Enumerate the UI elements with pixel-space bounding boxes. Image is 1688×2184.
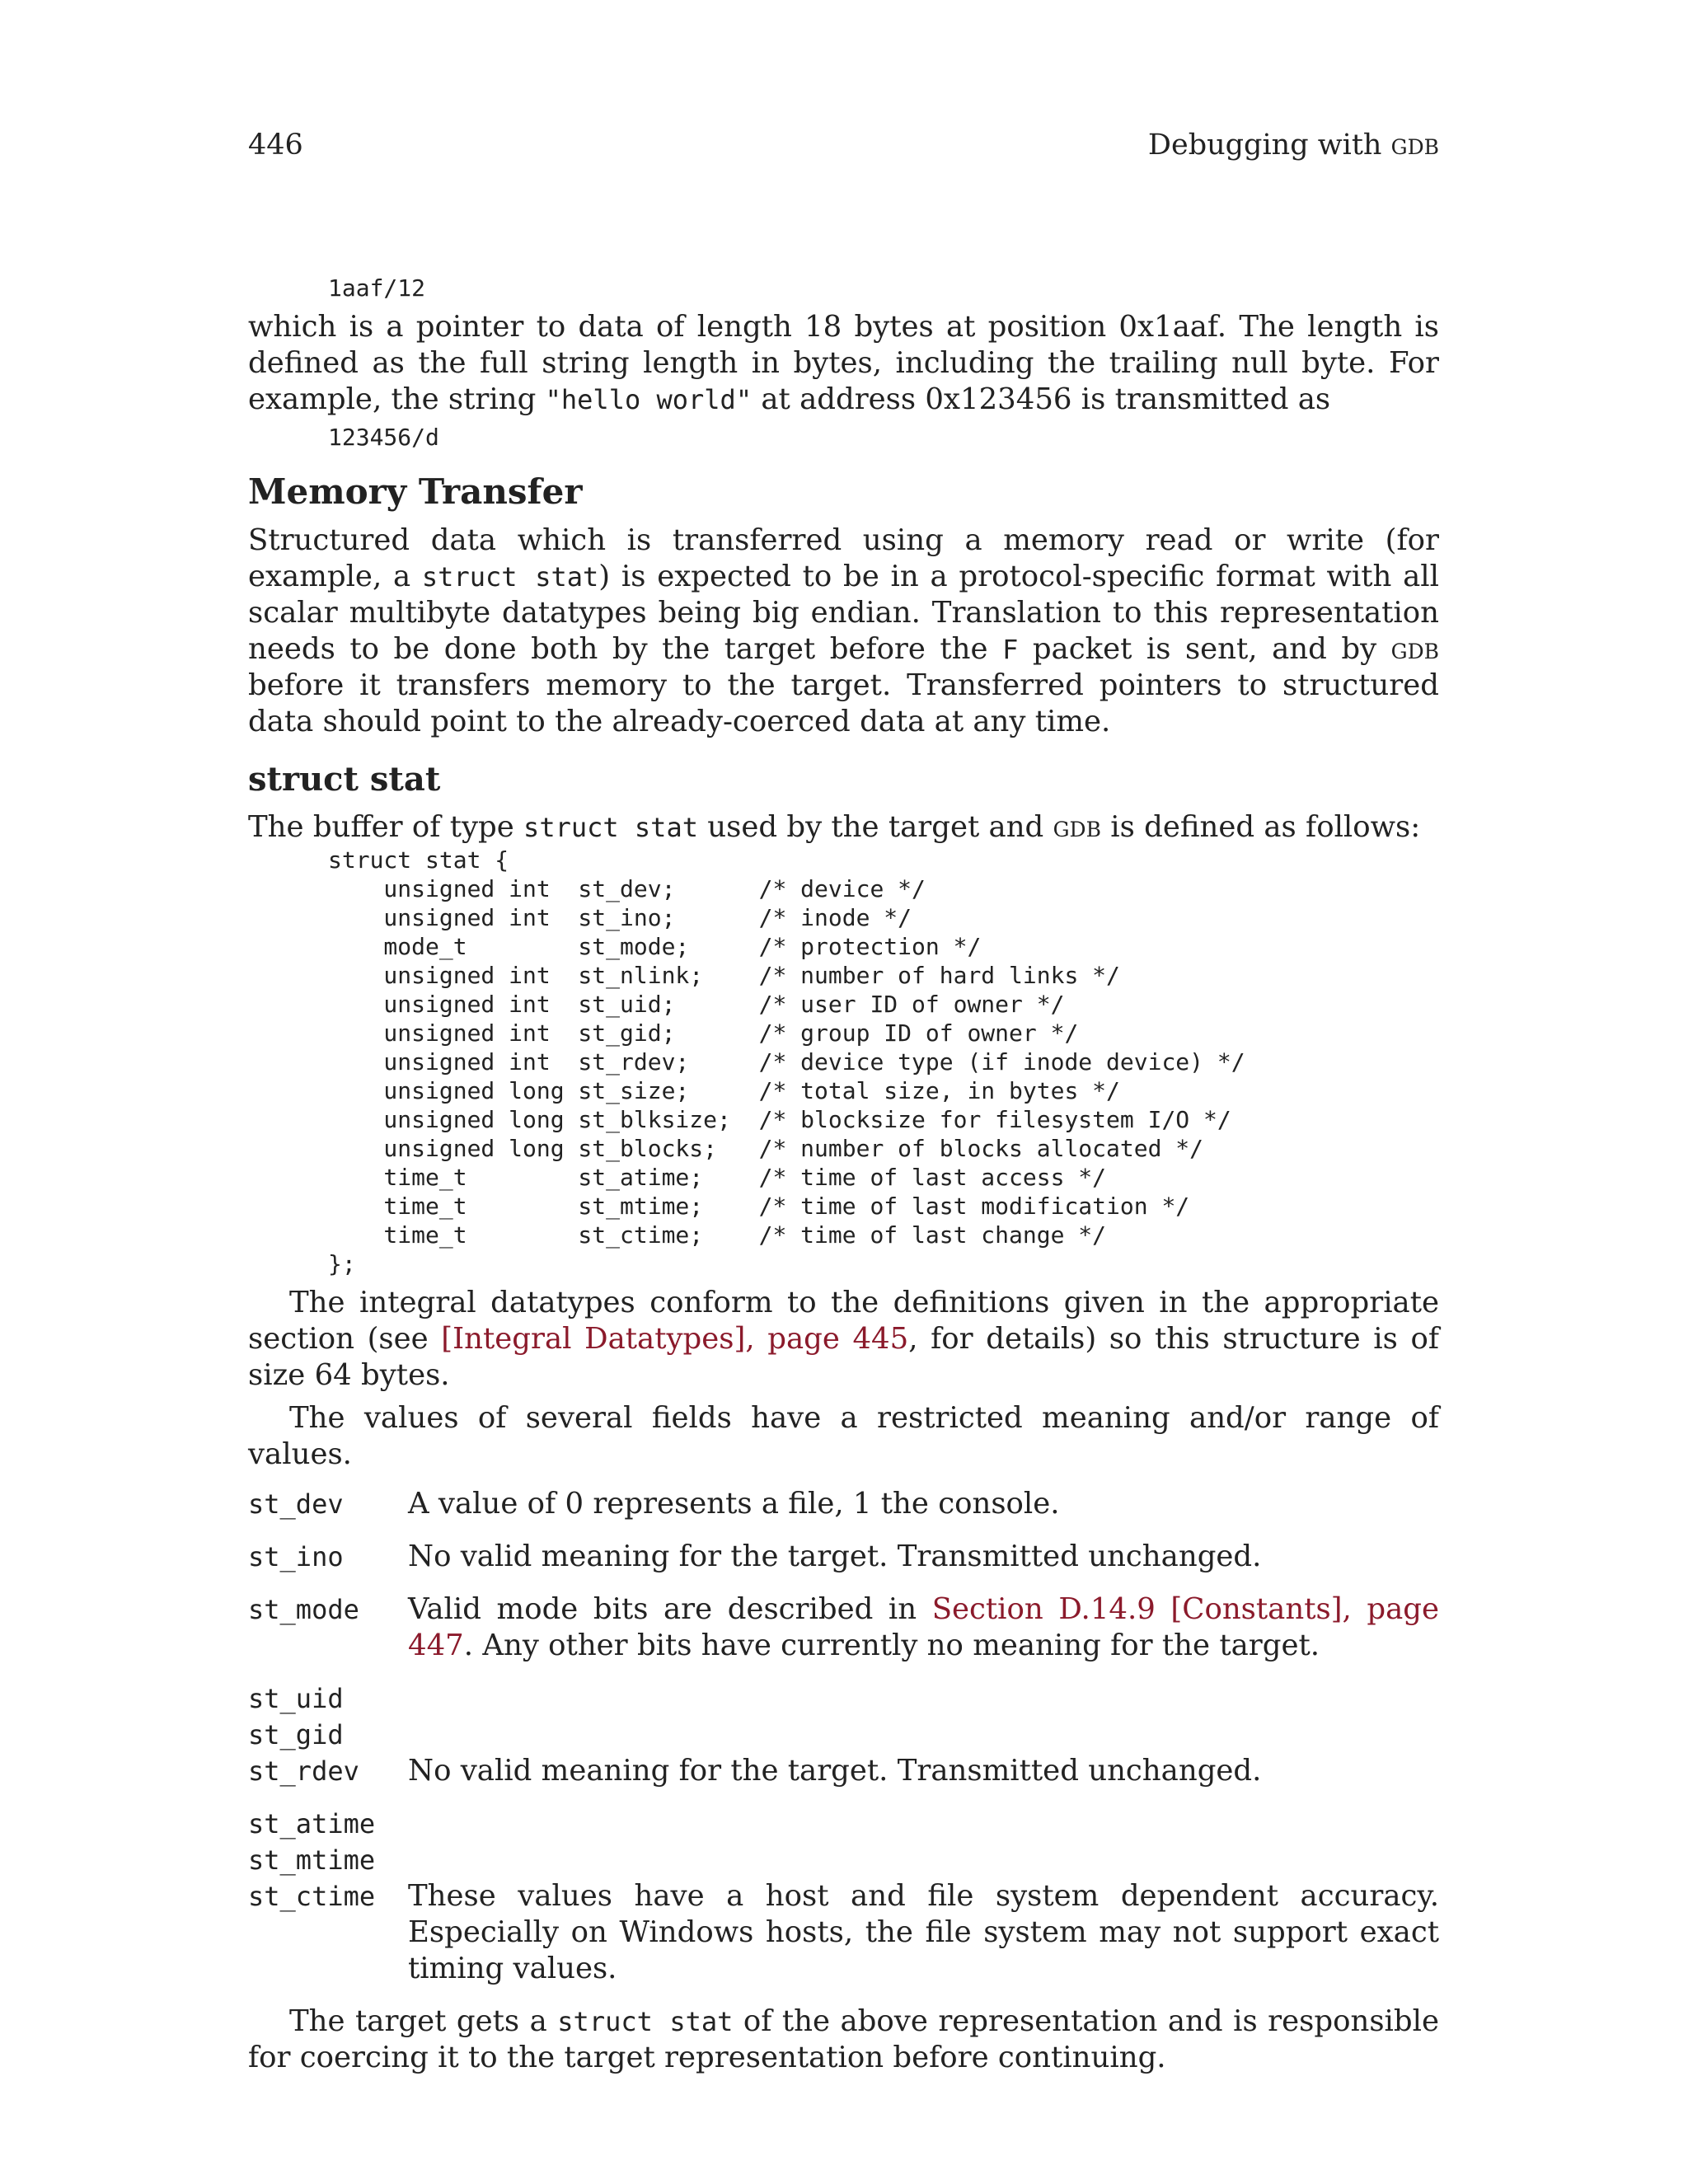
running-title: [1148, 129, 1439, 162]
paragraph-integral-datatypes: [248, 1285, 1439, 1394]
code-example-123456: 123456/d: [328, 424, 439, 451]
page-body: [248, 274, 1439, 2076]
text-run: at address 0x123456 is transmitted as: [752, 382, 1331, 416]
inline-code: F: [1002, 634, 1019, 665]
code-line: time_t st_mtime; /* time of last modification */: [328, 1193, 1190, 1220]
text-run: before it transfers memory to the target. Transferred pointers to structured data should point to the already-coerced data at any time.: [248, 668, 1439, 738]
definition-term: [248, 1680, 408, 1789]
code-line: unsigned long st_size; /* total size, in bytes */: [328, 1077, 1120, 1104]
code-line: mode_t st_mode; /* protection */: [328, 933, 982, 960]
code-line: struct stat {: [328, 846, 509, 874]
definition-term: [248, 1806, 408, 1987]
definition-term: [248, 1539, 408, 1575]
heading-memory-transfer: Memory Transfer: [248, 471, 583, 512]
text-run: which is a pointer to data of length 18 bytes at position 0x1aaf. The length is defined as the full string length in bytes, including the trailing null byte. For example, the string: [248, 310, 1439, 416]
term-name: st_mtime: [248, 1844, 376, 1876]
text-run: is defined as follows:: [1100, 810, 1421, 844]
term-name: st_dev: [248, 1488, 344, 1520]
text-run: ) is expected to be in a protocol-specific format with all scalar multibyte datatypes being big endian. Translation to this representation needs to be done both by the target before the: [248, 560, 1440, 666]
text-run: used by the target and: [697, 810, 1053, 844]
xref-integral-datatypes-link[interactable]: [Integral Datatypes], page 445: [441, 1322, 909, 1356]
paragraph-struct-stat-intro: [248, 809, 1439, 846]
inline-code: "hello world": [545, 384, 753, 415]
code-example-1aaf: 1aaf/12: [328, 274, 426, 302]
inline-code: struct stat: [421, 561, 599, 593]
term-name: st_mode: [248, 1594, 359, 1625]
term-name: st_ctime: [248, 1881, 376, 1912]
running-title-gdb: gdb: [1390, 129, 1439, 162]
definition-description: A value of 0 represents a file, 1 the console.: [408, 1487, 1060, 1521]
code-line: unsigned int st_gid; /* group ID of owner */: [328, 1019, 1079, 1047]
code-line: unsigned int st_uid; /* user ID of owner */: [328, 991, 1065, 1018]
paragraph-memory-transfer: [248, 523, 1439, 740]
paragraph-pointer-data: [248, 309, 1439, 418]
definition-description: These values have a host and file system dependent accuracy. Especially on Windows hosts, the file system may not support exact timing values.: [408, 1879, 1439, 1985]
gdb-name: gdb: [1390, 632, 1440, 666]
code-line: unsigned int st_nlink; /* number of hard links */: [328, 962, 1120, 989]
text-run: The target gets a: [289, 2004, 558, 2038]
paragraph-restricted-values: The values of several fields have a restricted meaning and/or range of values.: [248, 1401, 1439, 1471]
code-line: unsigned long st_blocks; /* number of blocks allocated */: [328, 1135, 1204, 1162]
code-line: unsigned int st_rdev; /* device type (if inode device) */: [328, 1048, 1245, 1076]
page-number: 446: [248, 129, 303, 162]
code-line: unsigned long st_blksize; /* blocksize for filesystem I/O */: [328, 1106, 1231, 1133]
term-name: st_gid: [248, 1719, 344, 1750]
definition-st-dev: [248, 1486, 1439, 1522]
term-name: st_uid: [248, 1683, 344, 1714]
text-run: . Any other bits have currently no meaning for the target.: [463, 1629, 1320, 1662]
text-run: Valid mode bits are described in: [408, 1592, 932, 1626]
text-run: The buffer of type: [248, 810, 524, 844]
definition-term: [248, 1591, 408, 1664]
running-title-text: Debugging with: [1147, 129, 1391, 162]
term-name: st_atime: [248, 1808, 376, 1840]
code-line: time_t st_atime; /* time of last access */: [328, 1164, 1107, 1191]
definition-st-mode: [248, 1591, 1439, 1664]
struct-stat-code-block: [248, 846, 1439, 1278]
definition-description: [408, 1591, 1439, 1664]
term-name: st_rdev: [248, 1755, 359, 1787]
text-run: Structured data which is transferred using a memory read or write (for example, a: [248, 523, 1439, 593]
heading-struct-stat: struct stat: [248, 760, 441, 799]
code-line: unsigned int st_dev; /* device */: [328, 875, 926, 902]
definition-st-uid-gid-rdev: [248, 1680, 1439, 1789]
definition-description: No valid meaning for the target. Transmitted unchanged.: [408, 1540, 1262, 1573]
text-run: The integral datatypes conform to the definitions given in the appropriate section (see: [248, 1286, 1439, 1356]
inline-code: struct stat: [523, 812, 698, 843]
term-name: st_ino: [248, 1541, 344, 1572]
definition-term: [248, 1486, 408, 1522]
definition-st-ino: [248, 1539, 1439, 1575]
code-line: time_t st_ctime; /* time of last change */: [328, 1221, 1107, 1249]
xref-constants-link[interactable]: Section D.14.9 [Constants], page 447: [408, 1592, 1439, 1662]
text-run: of the above representation and is responsible for coercing it to the target representation before continuing.: [248, 2004, 1439, 2074]
definition-st-times: [248, 1806, 1439, 1987]
definition-description: No valid meaning for the target. Transmitted unchanged.: [408, 1754, 1262, 1788]
gdb-name: gdb: [1053, 810, 1101, 844]
running-header: [248, 129, 1439, 171]
text-run: , for details) so this structure is of size 64 bytes.: [248, 1322, 1439, 1392]
code-line: };: [328, 1250, 356, 1277]
text-run: packet is sent, and by: [1018, 632, 1391, 666]
field-definition-list: [248, 1486, 1439, 1987]
paragraph-closing: [248, 2004, 1439, 2076]
inline-code: struct stat: [557, 2006, 734, 2037]
code-line: unsigned int st_ino; /* inode */: [328, 904, 912, 931]
